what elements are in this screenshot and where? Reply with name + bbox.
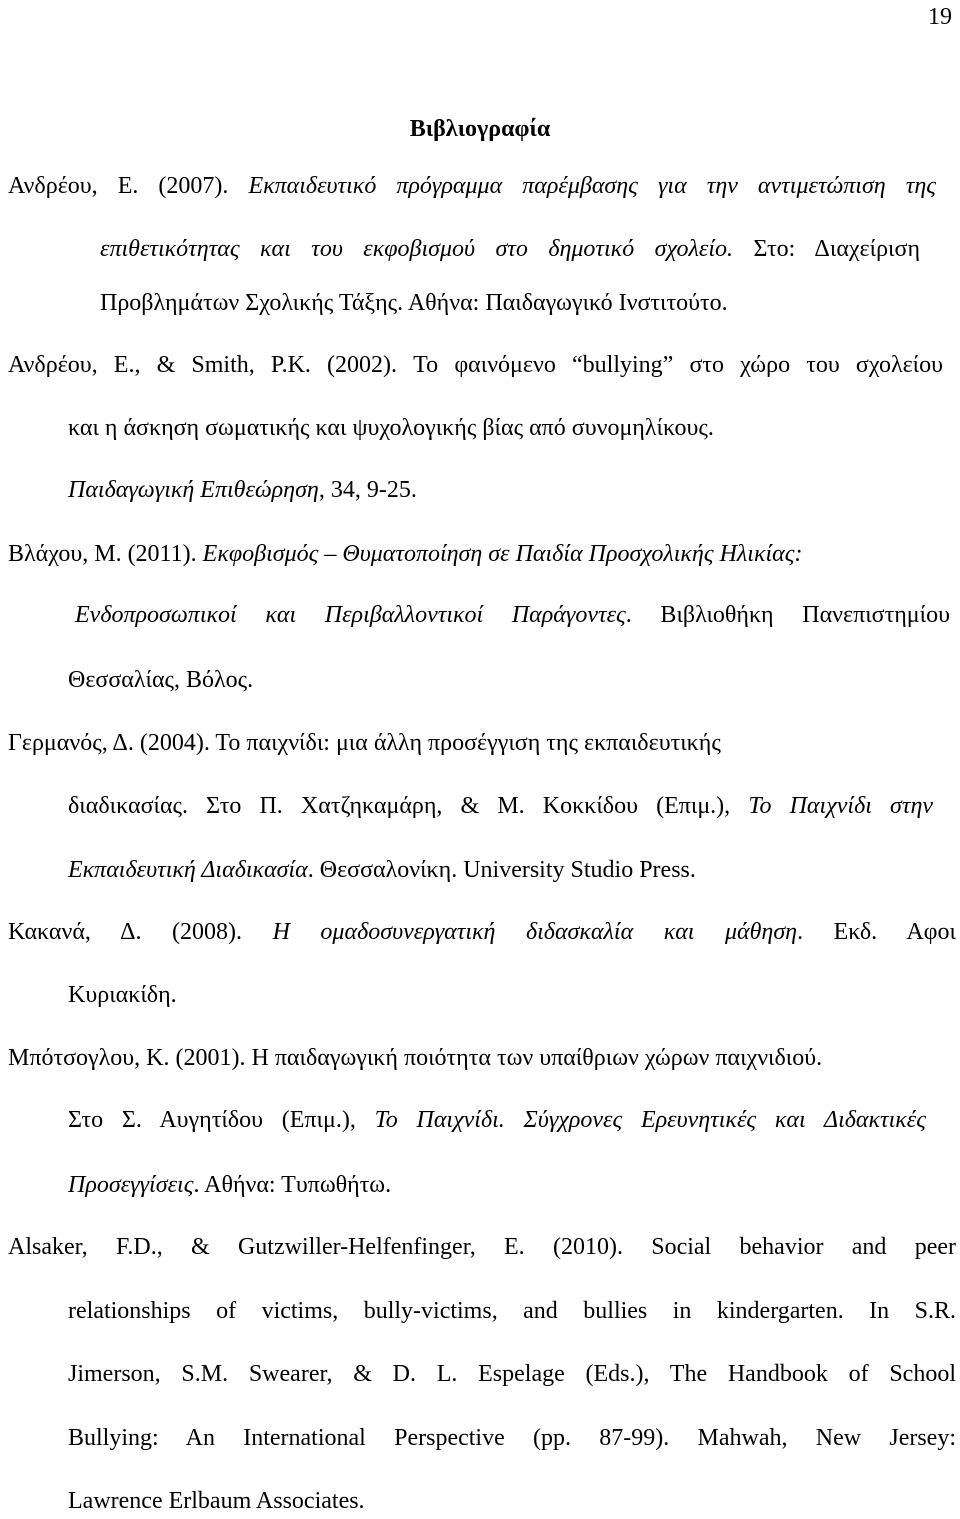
reference-text: Alsaker, F.D., & Gutzwiller-Helfenfinger, E. (2010). Social behavior and peer (8, 1234, 956, 1260)
reference-text: . Θεσσαλονίκη. University Studio Press. (307, 857, 696, 883)
italic-text: Παιδαγωγική Επιθεώρηση (68, 477, 319, 503)
reference-line (8, 1044, 822, 1072)
reference-line (68, 1360, 956, 1388)
page-title: Βιβλιογραφία (409, 116, 551, 142)
reference-line (68, 1487, 365, 1515)
italic-text: Το Παιχνίδι. Σύγχρονες Ερευνητικές και Διδακτικές (374, 1107, 926, 1133)
reference-line (8, 1233, 956, 1261)
reference-text: . Βιβλιοθήκη Πανεπιστημίου (625, 602, 951, 628)
reference-line (68, 476, 417, 504)
reference-line (100, 289, 728, 317)
reference-line (68, 792, 933, 820)
reference-line (68, 856, 696, 884)
reference-text: Bullying: An International Perspective (pp. 87-99). Mahwah, New Jersey: (68, 1425, 956, 1451)
reference-text: Στο: Διαχείριση (733, 236, 920, 262)
italic-text: Η ομαδοσυνεργατική διδασκαλία και μάθηση (272, 919, 798, 945)
reference-line (68, 1297, 956, 1325)
reference-text: Ανδρέου, Ε. (2007). (8, 173, 249, 199)
italic-text: Προσεγγίσεις (68, 1172, 194, 1198)
reference-text: Κυριακίδη. (68, 982, 177, 1008)
reference-text: . Εκδ. Αφοι (797, 919, 956, 945)
reference-line (68, 1106, 926, 1134)
reference-text: και η άσκηση σωματικής και ψυχολογικής βίας από συνομηλίκους. (68, 415, 714, 441)
reference-text: Προβλημάτων Σχολικής Τάξης. Αθήνα: Παιδαγωγικό Ινστιτούτο. (100, 290, 728, 316)
reference-line (8, 918, 956, 946)
reference-text: relationships of victims, bully-victims, and bullies in kindergarten. In S.R. (68, 1298, 956, 1324)
reference-line (8, 351, 943, 379)
page-number: 19 (928, 4, 952, 30)
reference-line (68, 666, 253, 694)
reference-text: διαδικασίας. Στο Π. Χατζηκαμάρη, & Μ. Κοκκίδου (Επιμ.), (68, 793, 749, 819)
italic-text: Ενδοπροσωπικοί και Περιβαλλοντικοί Παράγοντες (75, 602, 626, 628)
reference-text: Jimerson, S.M. Swearer, & D. L. Espelage (Eds.), The Handbook of School (68, 1361, 956, 1387)
reference-line (68, 981, 177, 1009)
reference-line (100, 235, 920, 263)
reference-text: , 34, 9-25. (318, 477, 417, 503)
reference-text: Βλάχου, Μ. (2011). (8, 541, 203, 567)
reference-text: Ανδρέου, Ε., & Smith, P.K. (2002). Το φαινόμενο “bullying” στο χώρο του σχολείου (8, 352, 943, 378)
reference-line (8, 172, 936, 200)
italic-text: επιθετικότητας και του εκφοβισμού στο δημοτικό σχολείο. (100, 236, 734, 262)
reference-line (68, 1171, 391, 1199)
reference-text: Γερμανός, Δ. (2004). Το παιχνίδι: μια άλλη προσέγγιση της εκπαιδευτικής (8, 730, 721, 756)
italic-text: Εκπαιδευτικό πρόγραμμα παρέμβασης για την αντιμετώπιση της (248, 173, 937, 199)
reference-line (8, 540, 802, 568)
reference-text: Κακανά, Δ. (2008). (8, 919, 273, 945)
reference-line (8, 729, 721, 757)
reference-line (68, 414, 714, 442)
reference-text: Μπότσογλου, Κ. (2001). Η παιδαγωγική ποιότητα των υπαίθριων χώρων παιχνιδιού. (8, 1045, 823, 1071)
reference-line (75, 601, 950, 629)
reference-text: Στο Σ. Αυγητίδου (Επιμ.), (68, 1107, 375, 1133)
italic-text: Εκφοβισμός – Θυματοποίηση σε Παιδία Προσχολικής Ηλικίας: (202, 541, 803, 567)
reference-line (68, 1424, 956, 1452)
italic-text: Το Παιχνίδι στην (748, 793, 934, 819)
reference-text: Θεσσαλίας, Βόλος. (68, 667, 254, 693)
reference-text: Lawrence Erlbaum Associates. (68, 1488, 365, 1514)
reference-text: . Αθήνα: Τυπωθήτω. (193, 1172, 392, 1198)
italic-text: Εκπαιδευτική Διαδικασία (68, 857, 308, 883)
